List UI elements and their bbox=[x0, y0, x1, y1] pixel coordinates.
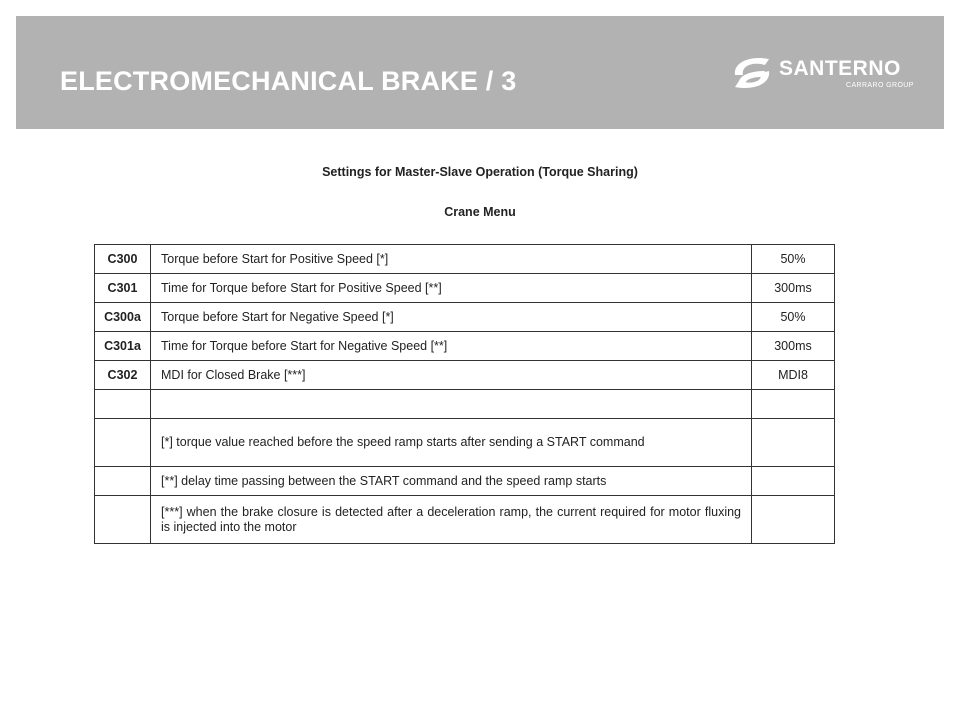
empty-cell bbox=[95, 496, 151, 544]
parameter-value: 50% bbox=[752, 245, 835, 274]
empty-cell bbox=[151, 390, 752, 419]
logo-name: SANTERNO bbox=[779, 57, 901, 80]
empty-cell bbox=[95, 390, 151, 419]
empty-cell bbox=[752, 390, 835, 419]
parameter-description: Time for Torque before Start for Negative Speed [**] bbox=[151, 332, 752, 361]
logo-subtitle: CARRARO GROUP bbox=[846, 82, 914, 89]
note-row bbox=[95, 467, 835, 496]
section-subtitle: Settings for Master-Slave Operation (Torque Sharing) bbox=[322, 165, 638, 179]
empty-cell bbox=[95, 419, 151, 467]
table-row bbox=[95, 274, 835, 303]
note-text: [**] delay time passing between the START command and the speed ramp starts bbox=[151, 467, 752, 496]
parameter-code: C301 bbox=[95, 274, 151, 303]
parameter-value: 300ms bbox=[752, 274, 835, 303]
note-row bbox=[95, 419, 835, 467]
parameters-table bbox=[94, 244, 835, 544]
parameter-value: MDI8 bbox=[752, 361, 835, 390]
empty-cell bbox=[752, 419, 835, 467]
table-row bbox=[95, 303, 835, 332]
empty-cell bbox=[95, 467, 151, 496]
empty-cell bbox=[752, 467, 835, 496]
table-row bbox=[95, 332, 835, 361]
parameter-description: Torque before Start for Positive Speed [*] bbox=[151, 245, 752, 274]
parameter-value: 50% bbox=[752, 303, 835, 332]
parameter-code: C300 bbox=[95, 245, 151, 274]
parameter-description: MDI for Closed Brake [***] bbox=[151, 361, 752, 390]
santerno-logo bbox=[729, 51, 929, 101]
parameter-code: C302 bbox=[95, 361, 151, 390]
menu-title: Crane Menu bbox=[444, 205, 516, 219]
note-text: [*] torque value reached before the speed ramp starts after sending a START command bbox=[151, 419, 752, 467]
table-row bbox=[95, 245, 835, 274]
parameter-code: C301a bbox=[95, 332, 151, 361]
table-row bbox=[95, 361, 835, 390]
note-text: [***] when the brake closure is detected after a deceleration ramp, the current required for motor fluxing is injected into the motor bbox=[151, 496, 752, 544]
parameter-description: Torque before Start for Negative Speed [*] bbox=[151, 303, 752, 332]
note-row bbox=[95, 496, 835, 544]
parameter-value: 300ms bbox=[752, 332, 835, 361]
parameter-code: C300a bbox=[95, 303, 151, 332]
santerno-logo-icon bbox=[729, 53, 775, 93]
page-title: ELECTROMECHANICAL BRAKE / 3 bbox=[60, 66, 517, 96]
empty-row bbox=[95, 390, 835, 419]
header-band bbox=[16, 16, 944, 129]
parameter-description: Time for Torque before Start for Positive Speed [**] bbox=[151, 274, 752, 303]
empty-cell bbox=[752, 496, 835, 544]
